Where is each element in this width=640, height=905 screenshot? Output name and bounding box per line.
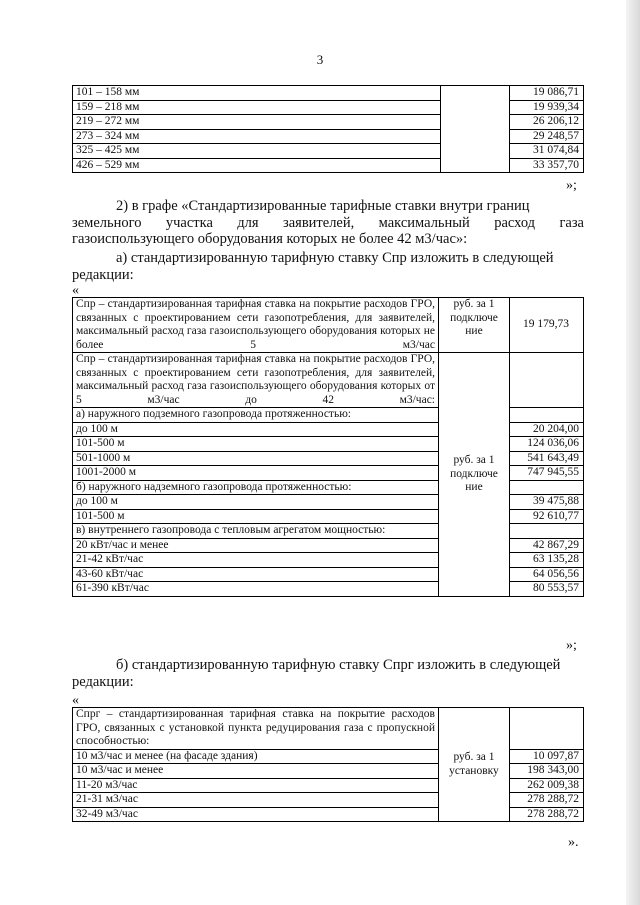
row-label: 32-49 м3/час	[73, 807, 439, 822]
table-row	[73, 353, 584, 408]
paragraph-line: газоиспользующего оборудования которых не более 42 м3/час»:	[72, 231, 468, 247]
row-value: 278 288,72	[510, 807, 584, 822]
unit-cell: руб. за 1 установку	[439, 708, 510, 822]
row-value: 39 475,88	[510, 495, 584, 510]
closing-quote: »;	[566, 638, 577, 653]
row-label: до 100 м	[73, 422, 439, 437]
paragraph-line: редакции:	[72, 266, 134, 283]
row-label: 10 м3/час и менее (на фасаде здания)	[73, 749, 439, 764]
row-value: 29 248,57	[510, 129, 584, 144]
row-value: 747 945,55	[510, 466, 584, 481]
row-label: 1001-2000 м	[73, 466, 439, 481]
row-label: 426 – 529 мм	[73, 158, 441, 173]
row-value: 64 056,56	[510, 567, 584, 582]
sprg-description: Спрг – стандартизированная тарифная ставка на покрытие расходов ГРО, связанных с установкой пункта редуцирования газа с пропускной способностью:	[73, 708, 439, 750]
paragraph-line: 2) в графе «Стандартизированные тарифные ставки внутри границ	[116, 198, 530, 214]
paragraph-2	[72, 198, 584, 248]
row-value: 92 610,77	[510, 509, 584, 524]
paragraph-b	[72, 657, 584, 690]
spr-description: Спр – стандартизированная тарифная ставка на покрытие расходов ГРО, связанных с проектированием сети газопотребления, для заявителей, максимальный расход газа газоиспользующего оборудования которых не более 5 м3/час	[73, 298, 439, 353]
unit-cell	[441, 86, 510, 173]
row-value: 20 204,00	[510, 422, 584, 437]
row-label: 61-390 кВт/час	[73, 582, 439, 597]
empty-value	[510, 353, 584, 408]
row-value: 262 009,38	[510, 778, 584, 793]
row-value: 19 179,73	[510, 298, 584, 353]
closing-quote: »;	[566, 178, 577, 193]
page-number: 3	[316, 52, 324, 67]
table-row	[73, 86, 584, 101]
empty-value	[510, 524, 584, 539]
row-value: 10 097,87	[510, 749, 584, 764]
row-label: 273 – 324 мм	[73, 129, 441, 144]
paragraph-line: б) стандартизированную тарифную ставку Спрг изложить в следующей	[116, 657, 561, 673]
row-value: 26 206,12	[510, 115, 584, 130]
row-label: 159 – 218 мм	[73, 100, 441, 115]
row-label: 101-500 м	[73, 509, 439, 524]
spr-description: Спр – стандартизированная тарифная ставка на покрытие расходов ГРО, связанных с проектированием сети газопотребления, для заявителей, максимальный расход газа газоиспользующего оборудования которых от 5 м3/час до 42 м3/час:	[73, 353, 439, 408]
row-label: 10 м3/час и менее	[73, 764, 439, 779]
row-value: 541 643,49	[510, 451, 584, 466]
paragraph-a	[72, 250, 584, 283]
section-label: в) внутреннего газопровода с тепловым агрегатом мощностью:	[73, 524, 439, 539]
row-label: 21-42 кВт/час	[73, 553, 439, 568]
row-value: 33 357,70	[510, 158, 584, 173]
unit-cell: руб. за 1 подключе ние	[439, 298, 510, 353]
row-label: до 100 м	[73, 495, 439, 510]
paragraph-line: земельного участка для заявителей, максимальный расход газа	[72, 214, 584, 231]
empty-value	[510, 408, 584, 423]
row-value: 31 074,84	[510, 144, 584, 159]
page-edge-shadow	[626, 0, 640, 905]
row-label: 101-500 м	[73, 437, 439, 452]
section-label: б) наружного надземного газопровода протяженностью:	[73, 480, 439, 495]
row-value: 198 343,00	[510, 764, 584, 779]
row-label: 219 – 272 мм	[73, 115, 441, 130]
closing-quote: ».	[568, 835, 579, 850]
row-label: 43-60 кВт/час	[73, 567, 439, 582]
opening-quote: «	[72, 693, 79, 708]
row-label: 11-20 м3/час	[73, 778, 439, 793]
row-value: 80 553,57	[510, 582, 584, 597]
row-label: 101 – 158 мм	[73, 86, 441, 101]
table-spr	[72, 297, 584, 597]
paragraph-line: редакции:	[72, 673, 134, 690]
row-value: 63 135,28	[510, 553, 584, 568]
empty-value	[510, 708, 584, 750]
row-label: 325 – 425 мм	[73, 144, 441, 159]
paragraph-line: а) стандартизированную тарифную ставку Спр изложить в следующей	[116, 250, 554, 266]
row-value: 124 036,06	[510, 437, 584, 452]
table-row	[73, 298, 584, 353]
row-value: 19 939,34	[510, 100, 584, 115]
table-row	[73, 708, 584, 750]
section-label: а) наружного подземного газопровода протяженностью:	[73, 408, 439, 423]
unit-cell: руб. за 1 подключе ние	[439, 353, 510, 597]
row-label: 21-31 м3/час	[73, 793, 439, 808]
empty-value	[510, 480, 584, 495]
row-value: 19 086,71	[510, 86, 584, 101]
row-label: 20 кВт/час и менее	[73, 538, 439, 553]
table-diameters	[72, 85, 584, 173]
opening-quote: «	[72, 283, 79, 298]
row-value: 42 867,29	[510, 538, 584, 553]
table-sprg	[72, 707, 584, 822]
row-value: 278 288,72	[510, 793, 584, 808]
row-label: 501-1000 м	[73, 451, 439, 466]
